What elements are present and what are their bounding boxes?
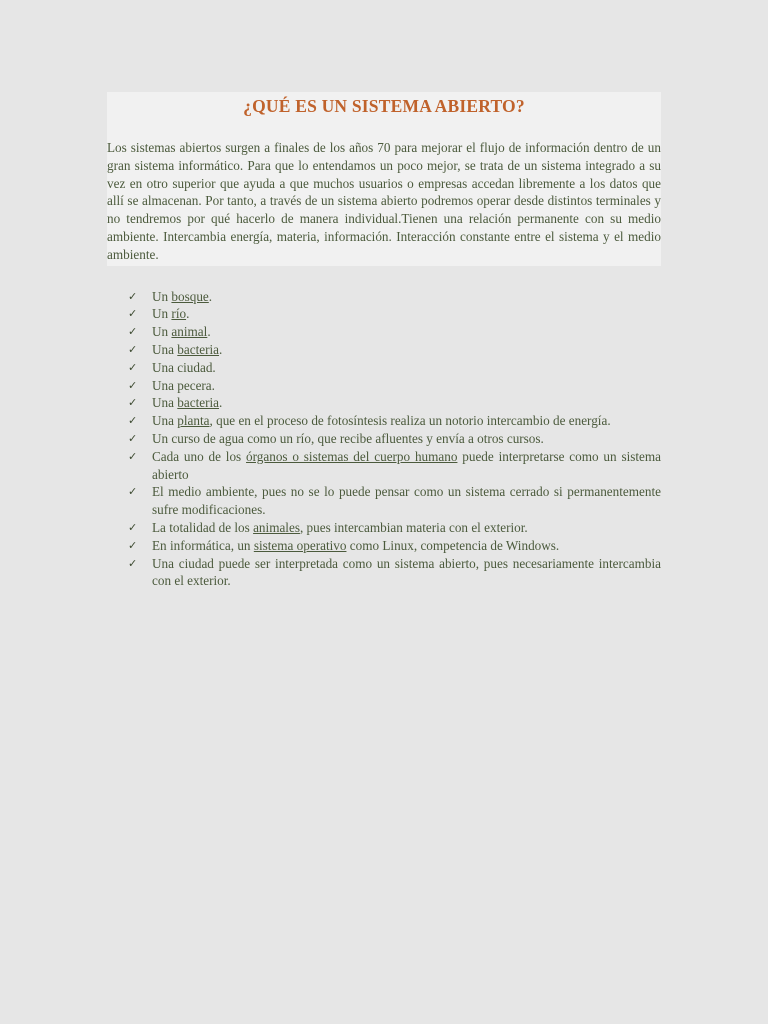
item-text: Un	[152, 306, 172, 322]
item-text: Un curso de agua como un río, que recibe afluentes y envía a otros cursos.	[152, 430, 544, 446]
item-text: Una ciudad.	[152, 359, 216, 375]
list-item	[128, 288, 661, 306]
checkmark-icon: ✓	[128, 289, 138, 303]
list-item	[128, 323, 661, 341]
item-text: .	[207, 324, 211, 340]
item-text: Cada uno de los	[152, 448, 247, 464]
item-text: Una	[152, 341, 178, 357]
item-link[interactable]: bacteria	[177, 395, 220, 411]
item-link[interactable]: bacteria	[177, 341, 220, 357]
item-text: puede interpretarse como un sistema abierto	[152, 448, 661, 482]
item-text: .	[208, 288, 213, 304]
item-text: Un	[152, 324, 172, 340]
list-item	[128, 519, 661, 537]
checkmark-icon: ✓	[128, 556, 138, 570]
checkmark-icon: ✓	[128, 396, 138, 410]
item-text: En informática, un	[152, 537, 254, 553]
list-item	[128, 394, 661, 412]
checkmark-icon: ✓	[128, 360, 138, 374]
item-text: .	[219, 341, 223, 357]
checkmark-icon: ✓	[128, 325, 138, 339]
document-page	[107, 92, 661, 590]
item-text: Una	[152, 413, 178, 429]
item-text: .	[186, 306, 190, 322]
list-item	[128, 483, 661, 519]
item-link[interactable]: animales	[253, 519, 300, 535]
item-link[interactable]: río	[171, 306, 187, 322]
checkmark-icon: ✓	[128, 538, 138, 552]
item-text: Una	[152, 395, 178, 411]
intro-block	[107, 92, 661, 266]
item-text: , pues intercambian materia con el exterior.	[299, 519, 528, 535]
list-item	[128, 377, 661, 395]
item-text: , que en el proceso de fotosíntesis realiza un notorio intercambio de energía.	[209, 413, 611, 429]
item-text: .	[219, 395, 223, 411]
item-text: El medio ambiente, pues no se lo puede pensar como un sistema cerrado si permanentemente sufre modificaciones.	[152, 484, 661, 518]
checkmark-icon: ✓	[128, 431, 138, 445]
list-item	[128, 448, 661, 484]
item-text: Una pecera.	[152, 377, 215, 393]
item-link[interactable]: sistema operativo	[253, 537, 347, 553]
list-item	[128, 341, 661, 359]
item-text: La totalidad de los	[152, 519, 254, 535]
item-link[interactable]: bosque	[171, 288, 209, 304]
list-item	[128, 412, 661, 430]
checkmark-icon: ✓	[128, 449, 138, 463]
item-link[interactable]: animal	[171, 324, 208, 340]
intro-paragraph: Los sistemas abiertos surgen a finales de los años 70 para mejorar el flujo de información dentro de un gran sistema informático. Para que lo entendamos un poco mejor, se trata de un sistema integrado a su vez en otro superior que ayuda a que muchos usuarios o empresas accedan libremente a los datos que allí se almacenan. Por tanto, a través de un sistema abierto podremos operar desde distintos terminales y no tendremos por qué hacerlo de manera individual.Tienen una relación permanente con su medio ambiente. Intercambia energía, materia, información. Interacción constante entre el sistema y el medio ambiente.	[107, 140, 661, 262]
checkmark-icon: ✓	[128, 520, 138, 534]
checkmark-icon: ✓	[128, 485, 138, 499]
checkmark-icon: ✓	[128, 342, 138, 356]
list-item	[128, 305, 661, 323]
item-text: Un	[152, 288, 172, 304]
item-text: Una ciudad puede ser interpretada como un sistema abierto, pues necesariamente intercambia con el exterior.	[152, 555, 661, 589]
examples-list	[107, 288, 661, 591]
page-title: ¿QUÉ ES UN SISTEMA ABIERTO?	[243, 96, 525, 116]
list-item	[128, 430, 661, 448]
checkmark-icon: ✓	[128, 414, 138, 428]
checkmark-icon: ✓	[128, 378, 138, 392]
item-text: como Linux, competencia de Windows.	[346, 537, 560, 553]
list-item	[128, 537, 661, 555]
item-link[interactable]: planta	[177, 413, 210, 429]
list-item	[128, 359, 661, 377]
checkmark-icon: ✓	[128, 307, 138, 321]
item-link[interactable]: órganos o sistemas del cuerpo humano	[246, 448, 458, 464]
list-item	[128, 555, 661, 591]
